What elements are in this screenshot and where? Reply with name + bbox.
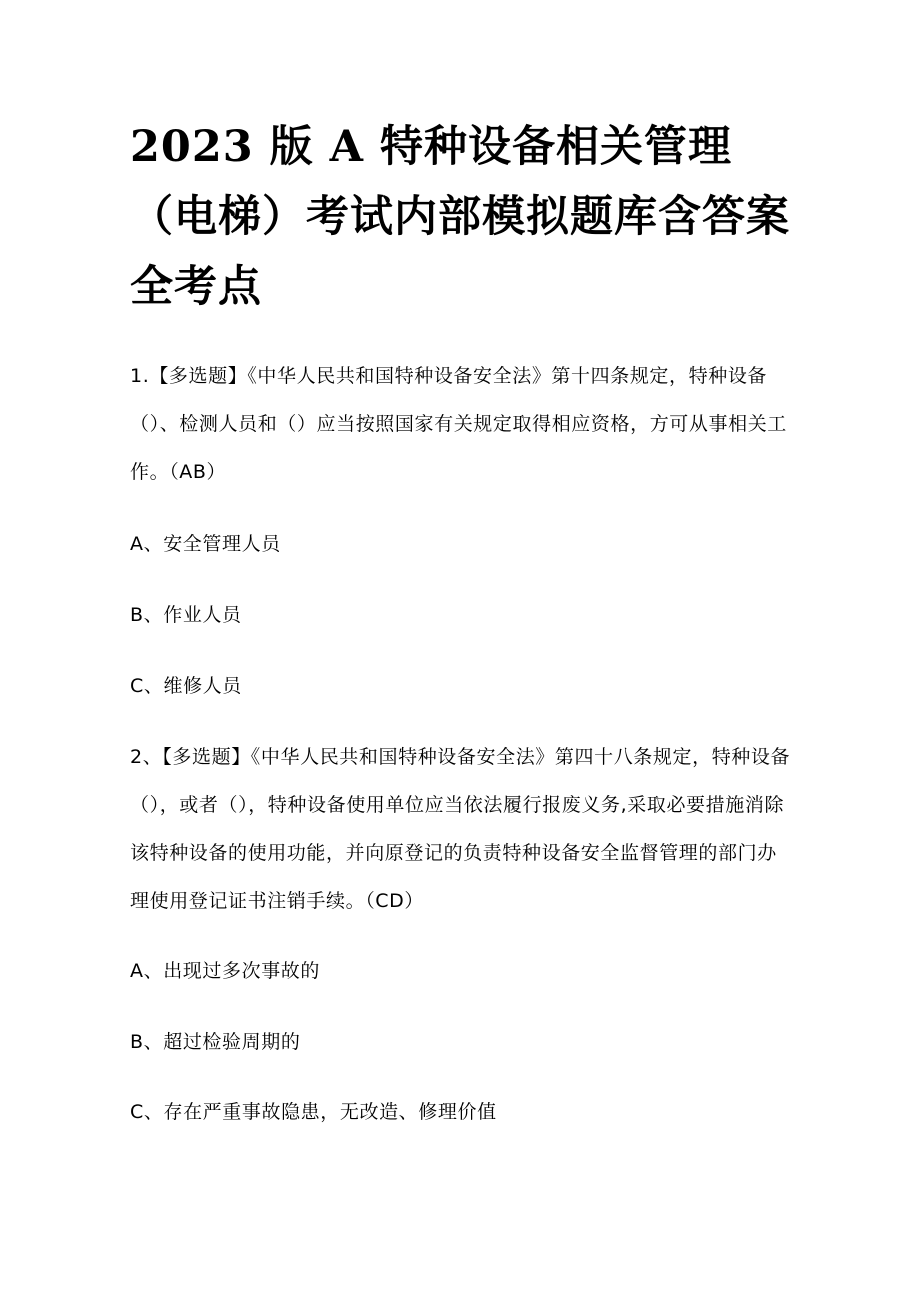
question-2-option-b: B、超过检验周期的 [130, 1031, 301, 1053]
question-2-option-a: A、出现过多次事故的 [130, 960, 320, 982]
question-1-text: 1.【多选题】《中华人民共和国特种设备安全法》第十四条规定，特种设备（）、检测人员和（）应当按照国家有关规定取得相应资格，方可从事相关工作。（AB） [130, 365, 787, 483]
question-1-option-b: B、作业人员 [130, 604, 242, 626]
question-2-text: 2、【多选题】《中华人民共和国特种设备安全法》第四十八条规定，特种设备（），或者（），特种设备使用单位应当依法履行报废义务,采取必要措施消除该特种设备的使用功能，并向原登记的负责特种设备安全监督管理的部门办理使用登记证书注销手续。（CD） [130, 746, 791, 912]
document-title: 2023 版 A 特种设备相关管理（电梯）考试内部模拟题库含答案全考点 [130, 122, 790, 312]
question-1-option-c: C、维修人员 [130, 675, 242, 697]
question-2-option-c: C、存在严重事故隐患，无改造、修理价值 [130, 1101, 497, 1123]
question-1-option-a: A、安全管理人员 [130, 533, 281, 555]
